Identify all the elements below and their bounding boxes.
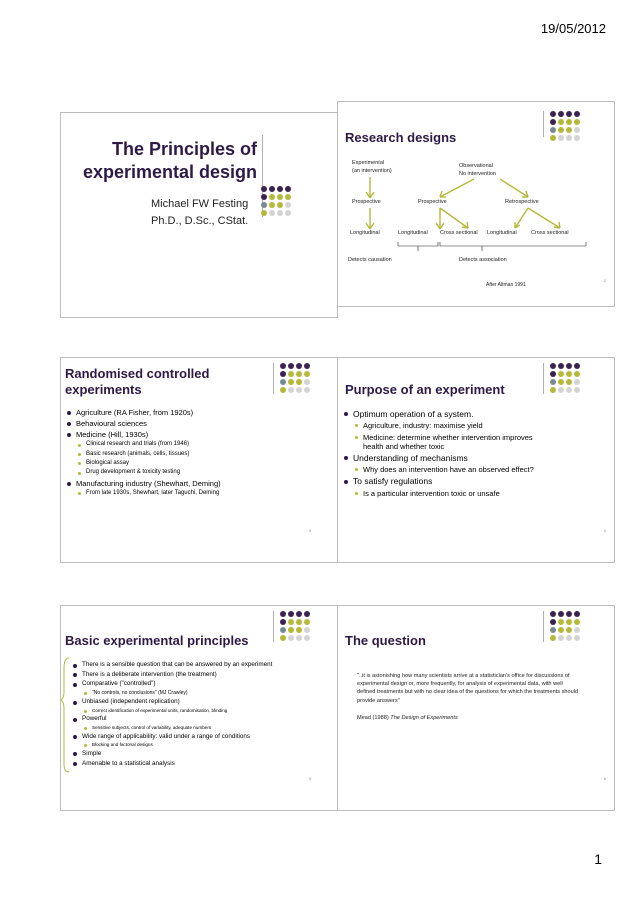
source-citation: After Altman 1991: [486, 282, 526, 288]
decorative-dot: [296, 387, 302, 393]
decorative-dot: [550, 635, 556, 641]
list-item: Medicine (Hill, 1930s): [67, 430, 329, 439]
decorative-dot: [280, 627, 286, 633]
cross-sectional-label-1: Cross sectional: [440, 230, 478, 236]
decorative-dot: [574, 627, 580, 633]
slide-6-the-question: [337, 605, 615, 811]
list-item: Powerful: [73, 715, 335, 723]
decorative-dot: [304, 387, 310, 393]
decorative-dot: [296, 627, 302, 633]
decorative-dot: [304, 619, 310, 625]
list-item: Unbiased (independent replication): [73, 698, 335, 706]
prospective-label-1: Prospective: [352, 199, 381, 205]
decorative-dots: [550, 611, 580, 641]
list-item: Agriculture, industry: maximise yield: [344, 421, 544, 430]
prospective-label-2: Prospective: [418, 199, 447, 205]
bullet-list: [344, 409, 544, 500]
experimental-label: Experimental (an intervention): [352, 160, 392, 174]
decorative-dot: [566, 619, 572, 625]
decorative-dot: [304, 379, 310, 385]
bullet-list: [67, 408, 329, 499]
list-item: Manufacturing industry (Shewhart, Deming): [67, 479, 329, 488]
decorative-dot: [261, 186, 267, 192]
decorative-dot: [277, 194, 283, 200]
list-item: Clinical research and trials (from 1946): [67, 441, 329, 448]
decorative-dot: [288, 387, 294, 393]
decorative-dot: [304, 635, 310, 641]
list-item: Simple: [73, 750, 335, 758]
quote-text: "..it is astonishing how many scientists arrive at a statistician's office for discussions of experimental design or, more frequently, for analysis of experimental data, with well defined treatments but with no clear idea of the questions for which the treatments should provide answers": [357, 673, 579, 704]
decorative-dot: [558, 371, 564, 377]
decorative-dot: [304, 363, 310, 369]
decorative-dot: [285, 202, 291, 208]
decorative-dot: [574, 635, 580, 641]
title-divider: [543, 363, 544, 394]
decorative-dot: [288, 371, 294, 377]
slide-number: 3: [308, 528, 311, 533]
slide-5-basic-principles: [60, 605, 338, 811]
decorative-dot: [280, 619, 286, 625]
list-item: Sensitive subjects, control of variability, adequate numbers: [73, 725, 335, 731]
decorative-dot: [550, 619, 556, 625]
decorative-dot: [558, 387, 564, 393]
decorative-dot: [261, 210, 267, 216]
slide-number: 6: [603, 776, 606, 781]
brace-icon: [61, 654, 71, 774]
decorative-dot: [261, 202, 267, 208]
list-item: From late 1930s, Shewhart, later Taguchi, Deming: [67, 490, 329, 497]
decorative-dot: [288, 611, 294, 617]
print-date: 19/05/2012: [540, 21, 606, 36]
decorative-dot: [288, 627, 294, 633]
slide-3-randomised-experiments: [60, 357, 338, 563]
author-block: [151, 196, 248, 230]
list-item: Optimum operation of a system.: [344, 409, 544, 419]
decorative-dot: [296, 379, 302, 385]
decorative-dot: [280, 379, 286, 385]
slide-1-title-text: The Principles of experimental design: [82, 139, 257, 182]
decorative-dot: [550, 379, 556, 385]
detects-association-label: Detects association: [459, 257, 507, 263]
slide-4-title: Purpose of an experiment: [345, 382, 505, 397]
decorative-dot: [574, 379, 580, 385]
decorative-dot: [296, 635, 302, 641]
retrospective-label: Retrospective: [505, 199, 539, 205]
list-item: Behavioural sciences: [67, 419, 329, 428]
title-divider: [273, 363, 274, 394]
longitudinal-label-2: Longitudinal: [398, 230, 428, 236]
decorative-dot: [269, 202, 275, 208]
decorative-dots: [280, 363, 310, 393]
decorative-dot: [558, 611, 564, 617]
longitudinal-label-1: Longitudinal: [350, 230, 380, 236]
decorative-dot: [566, 363, 572, 369]
list-item: Agriculture (RA Fisher, from 1920s): [67, 408, 329, 417]
decorative-dots: [261, 186, 291, 216]
author-name: Michael FW Festing: [151, 198, 249, 210]
list-item: Drug development & toxicity testing: [67, 469, 329, 476]
quote-citation: Mead (1988) The Design of Experiments: [357, 715, 458, 721]
list-item: Comparative ("controlled"): [73, 680, 335, 688]
observational-label: Observational No intervention: [459, 163, 496, 177]
list-item: There is a deliberate intervention (the treatment): [73, 671, 335, 679]
list-item: Medicine: determine whether intervention improves health and whether toxic: [344, 433, 544, 451]
slide-number: 2: [603, 278, 606, 283]
decorative-dots: [550, 363, 580, 393]
title-divider: [543, 611, 544, 642]
decorative-dot: [269, 194, 275, 200]
list-item: Amenable to a statistical analysis: [73, 760, 335, 768]
decorative-dot: [566, 635, 572, 641]
slide-4-purpose: [337, 357, 615, 563]
decorative-dot: [280, 635, 286, 641]
decorative-dot: [574, 611, 580, 617]
decorative-dot: [285, 210, 291, 216]
decorative-dot: [288, 363, 294, 369]
title-divider: [273, 611, 274, 642]
decorative-dots: [280, 611, 310, 641]
decorative-dot: [550, 627, 556, 633]
decorative-dot: [280, 363, 286, 369]
list-item: Blocking and factorial designs: [73, 742, 335, 748]
decorative-dot: [277, 186, 283, 192]
decorative-dot: [288, 379, 294, 385]
slide-number: 5: [308, 776, 311, 781]
slide-6-title: The question: [345, 633, 426, 648]
decorative-dot: [285, 186, 291, 192]
decorative-dot: [558, 379, 564, 385]
slide-1-title: [60, 112, 338, 318]
decorative-dot: [566, 387, 572, 393]
cross-sectional-label-2: Cross sectional: [531, 230, 569, 236]
decorative-dot: [277, 202, 283, 208]
author-degrees: Ph.D., D.Sc., CStat.: [151, 215, 249, 227]
decorative-dot: [574, 371, 580, 377]
decorative-dot: [558, 635, 564, 641]
decorative-dot: [296, 611, 302, 617]
bullet-list: [73, 661, 335, 769]
decorative-dot: [566, 379, 572, 385]
decorative-dot: [574, 619, 580, 625]
decorative-dot: [296, 363, 302, 369]
slide-2-title: Research designs: [345, 130, 457, 145]
list-item: Why does an intervention have an observed effect?: [344, 465, 544, 474]
decorative-dot: [304, 611, 310, 617]
decorative-dot: [288, 635, 294, 641]
decorative-dot: [574, 363, 580, 369]
decorative-dot: [558, 619, 564, 625]
decorative-dot: [304, 627, 310, 633]
slide-2-research-designs: [337, 101, 615, 307]
decorative-dot: [566, 371, 572, 377]
list-item: "No controls, no conclusions" (MJ Crawley): [73, 690, 335, 696]
list-item: Basic research (animals, cells, tissues): [67, 451, 329, 458]
decorative-dot: [261, 194, 267, 200]
list-item: There is a sensible question that can be answered by an experiment: [73, 661, 335, 669]
decorative-dot: [558, 363, 564, 369]
decorative-dot: [280, 611, 286, 617]
longitudinal-label-3: Longitudinal: [487, 230, 517, 236]
list-item: Wide range of applicability: valid under a range of conditions: [73, 733, 335, 741]
decorative-dot: [566, 611, 572, 617]
decorative-dot: [558, 627, 564, 633]
decorative-dot: [574, 387, 580, 393]
list-item: To satisfy regulations: [344, 476, 544, 486]
decorative-dot: [277, 210, 283, 216]
list-item: Is a particular intervention toxic or unsafe: [344, 489, 544, 498]
slide-3-title: Randomised controlled experiments: [65, 366, 210, 397]
decorative-dot: [296, 371, 302, 377]
decorative-dot: [304, 371, 310, 377]
slide-number: 4: [603, 528, 606, 533]
decorative-dot: [288, 619, 294, 625]
page-number: 1: [594, 851, 602, 867]
decorative-dot: [269, 186, 275, 192]
decorative-dot: [566, 627, 572, 633]
decorative-dot: [280, 387, 286, 393]
decorative-dot: [550, 371, 556, 377]
decorative-dot: [269, 210, 275, 216]
decorative-dot: [550, 363, 556, 369]
decorative-dot: [285, 194, 291, 200]
list-item: Understanding of mechanisms: [344, 453, 544, 463]
slide-5-title: Basic experimental principles: [65, 633, 249, 648]
decorative-dot: [550, 387, 556, 393]
list-item: Correct identification of experimental units, randomisation, blinding: [73, 708, 335, 714]
detects-causation-label: Detects causation: [348, 257, 392, 263]
decorative-dot: [550, 611, 556, 617]
list-item: Biological assay: [67, 460, 329, 467]
decorative-dot: [280, 371, 286, 377]
decorative-dot: [296, 619, 302, 625]
